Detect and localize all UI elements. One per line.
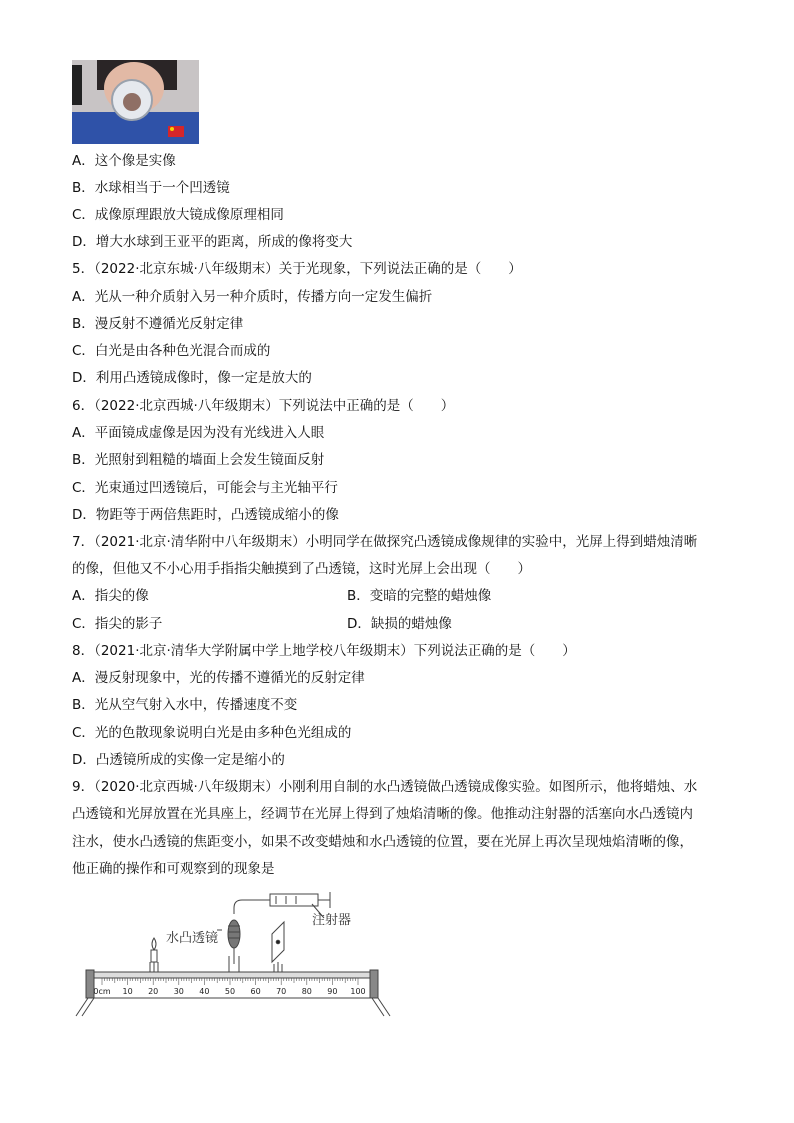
q9-stem-line4: 他正确的操作和可观察到的现象是 bbox=[72, 861, 275, 877]
water-lens-label: 水凸透镜 bbox=[166, 931, 219, 946]
q6-option-b: B．光照射到粗糙的墙面上会发生镜面反射 bbox=[72, 452, 325, 468]
light-screen bbox=[272, 922, 284, 972]
q8-option-b: B．光从空气射入水中，传播速度不变 bbox=[72, 697, 298, 713]
q6-option-a: A．平面镜成虚像是因为没有光线进入人眼 bbox=[72, 425, 325, 441]
q8-option-c: C．光的色散现象说明白光是由多种色光组成的 bbox=[72, 725, 352, 741]
q4-option-d: D．增大水球到王亚平的距离，所成的像将变大 bbox=[72, 234, 353, 250]
water-lens bbox=[217, 920, 240, 972]
q7-stem-line2: 的像，但他又不小心用手指指尖触摸到了凸透镜，这时光屏上会出现（ ） bbox=[72, 561, 531, 577]
syringe-label: 注射器 bbox=[312, 913, 352, 928]
q5-stem: 5．（2022·北京东城·八年级期末）关于光现象，下列说法正确的是（ ） bbox=[72, 261, 522, 277]
ruler-tick-label: 50 bbox=[224, 987, 236, 996]
q6-option-d: D．物距等于两倍焦距时，凸透镜成缩小的像 bbox=[72, 507, 339, 523]
ruler-tick-label: 40 bbox=[199, 987, 210, 996]
q4-option-b: B．水球相当于一个凹透镜 bbox=[72, 180, 230, 196]
astronaut-water-ball-photo bbox=[72, 60, 199, 144]
q6-option-c: C．光束通过凹透镜后，可能会与主光轴平行 bbox=[72, 480, 338, 496]
q5-option-c: C．白光是由各种色光混合而成的 bbox=[72, 343, 271, 359]
ruler-tick-label: 90 bbox=[327, 987, 338, 996]
q8-option-d: D．凸透镜所成的实像一定是缩小的 bbox=[72, 752, 285, 768]
q4-option-a: A．这个像是实像 bbox=[72, 153, 176, 169]
ruler-tick-label: 10 bbox=[122, 987, 133, 996]
q4-option-c: C．成像原理跟放大镜成像原理相同 bbox=[72, 207, 284, 223]
ruler-tick-label: 80 bbox=[301, 987, 312, 996]
q5-option-a: A．光从一种介质射入另一种介质时，传播方向一定发生偏折 bbox=[72, 289, 433, 305]
ruler-tick-label: 0cm bbox=[93, 987, 111, 996]
optical-bench-figure bbox=[72, 886, 392, 1021]
q8-stem: 8．（2021·北京·清华大学附属中学上地学校八年级期末）下列说法正确的是（ ） bbox=[72, 643, 576, 659]
ruler-tick-label: 20 bbox=[148, 987, 159, 996]
q7-option-d: D．缺损的蜡烛像 bbox=[347, 616, 452, 632]
q7-option-c: C．指尖的影子 bbox=[72, 616, 163, 632]
q8-option-a: A．漫反射现象中，光的传播不遵循光的反射定律 bbox=[72, 670, 365, 686]
ruler-tick-label: 60 bbox=[250, 987, 261, 996]
ruler-tick-label: 100 bbox=[350, 987, 366, 996]
candle bbox=[150, 938, 158, 972]
q7-option-a: A．指尖的像 bbox=[72, 588, 149, 604]
q9-stem-line1: 9．（2020·北京西城·八年级期末）小刚利用自制的水凸透镜做凸透镜成像实验。如图所示，他将蜡烛、水 bbox=[72, 779, 698, 795]
q5-option-b: B．漫反射不遵循光反射定律 bbox=[72, 316, 244, 332]
q9-stem-line3: 注水，使水凸透镜的焦距变小，如果不改变蜡烛和水凸透镜的位置，要在光屏上再次呈现烛焰清晰的像， bbox=[72, 834, 693, 850]
q5-option-d: D．利用凸透镜成像时，像一定是放大的 bbox=[72, 370, 312, 386]
q7-stem-line1: 7．（2021·北京·清华附中八年级期末）小明同学在做探究凸透镜成像规律的实验中，光屏上得到蜡烛清晰 bbox=[72, 534, 698, 550]
q7-option-b: B．变暗的完整的蜡烛像 bbox=[347, 588, 492, 604]
q6-stem: 6．（2022·北京西城·八年级期末）下列说法中正确的是（ ） bbox=[72, 398, 455, 414]
ruler-tick-label: 30 bbox=[173, 987, 184, 996]
ruler-tick-label: 70 bbox=[276, 987, 287, 996]
q9-stem-line2: 凸透镜和光屏放置在光具座上，经调节在光屏上得到了烛焰清晰的像。他推动注射器的活塞向水凸透镜内 bbox=[72, 806, 693, 822]
